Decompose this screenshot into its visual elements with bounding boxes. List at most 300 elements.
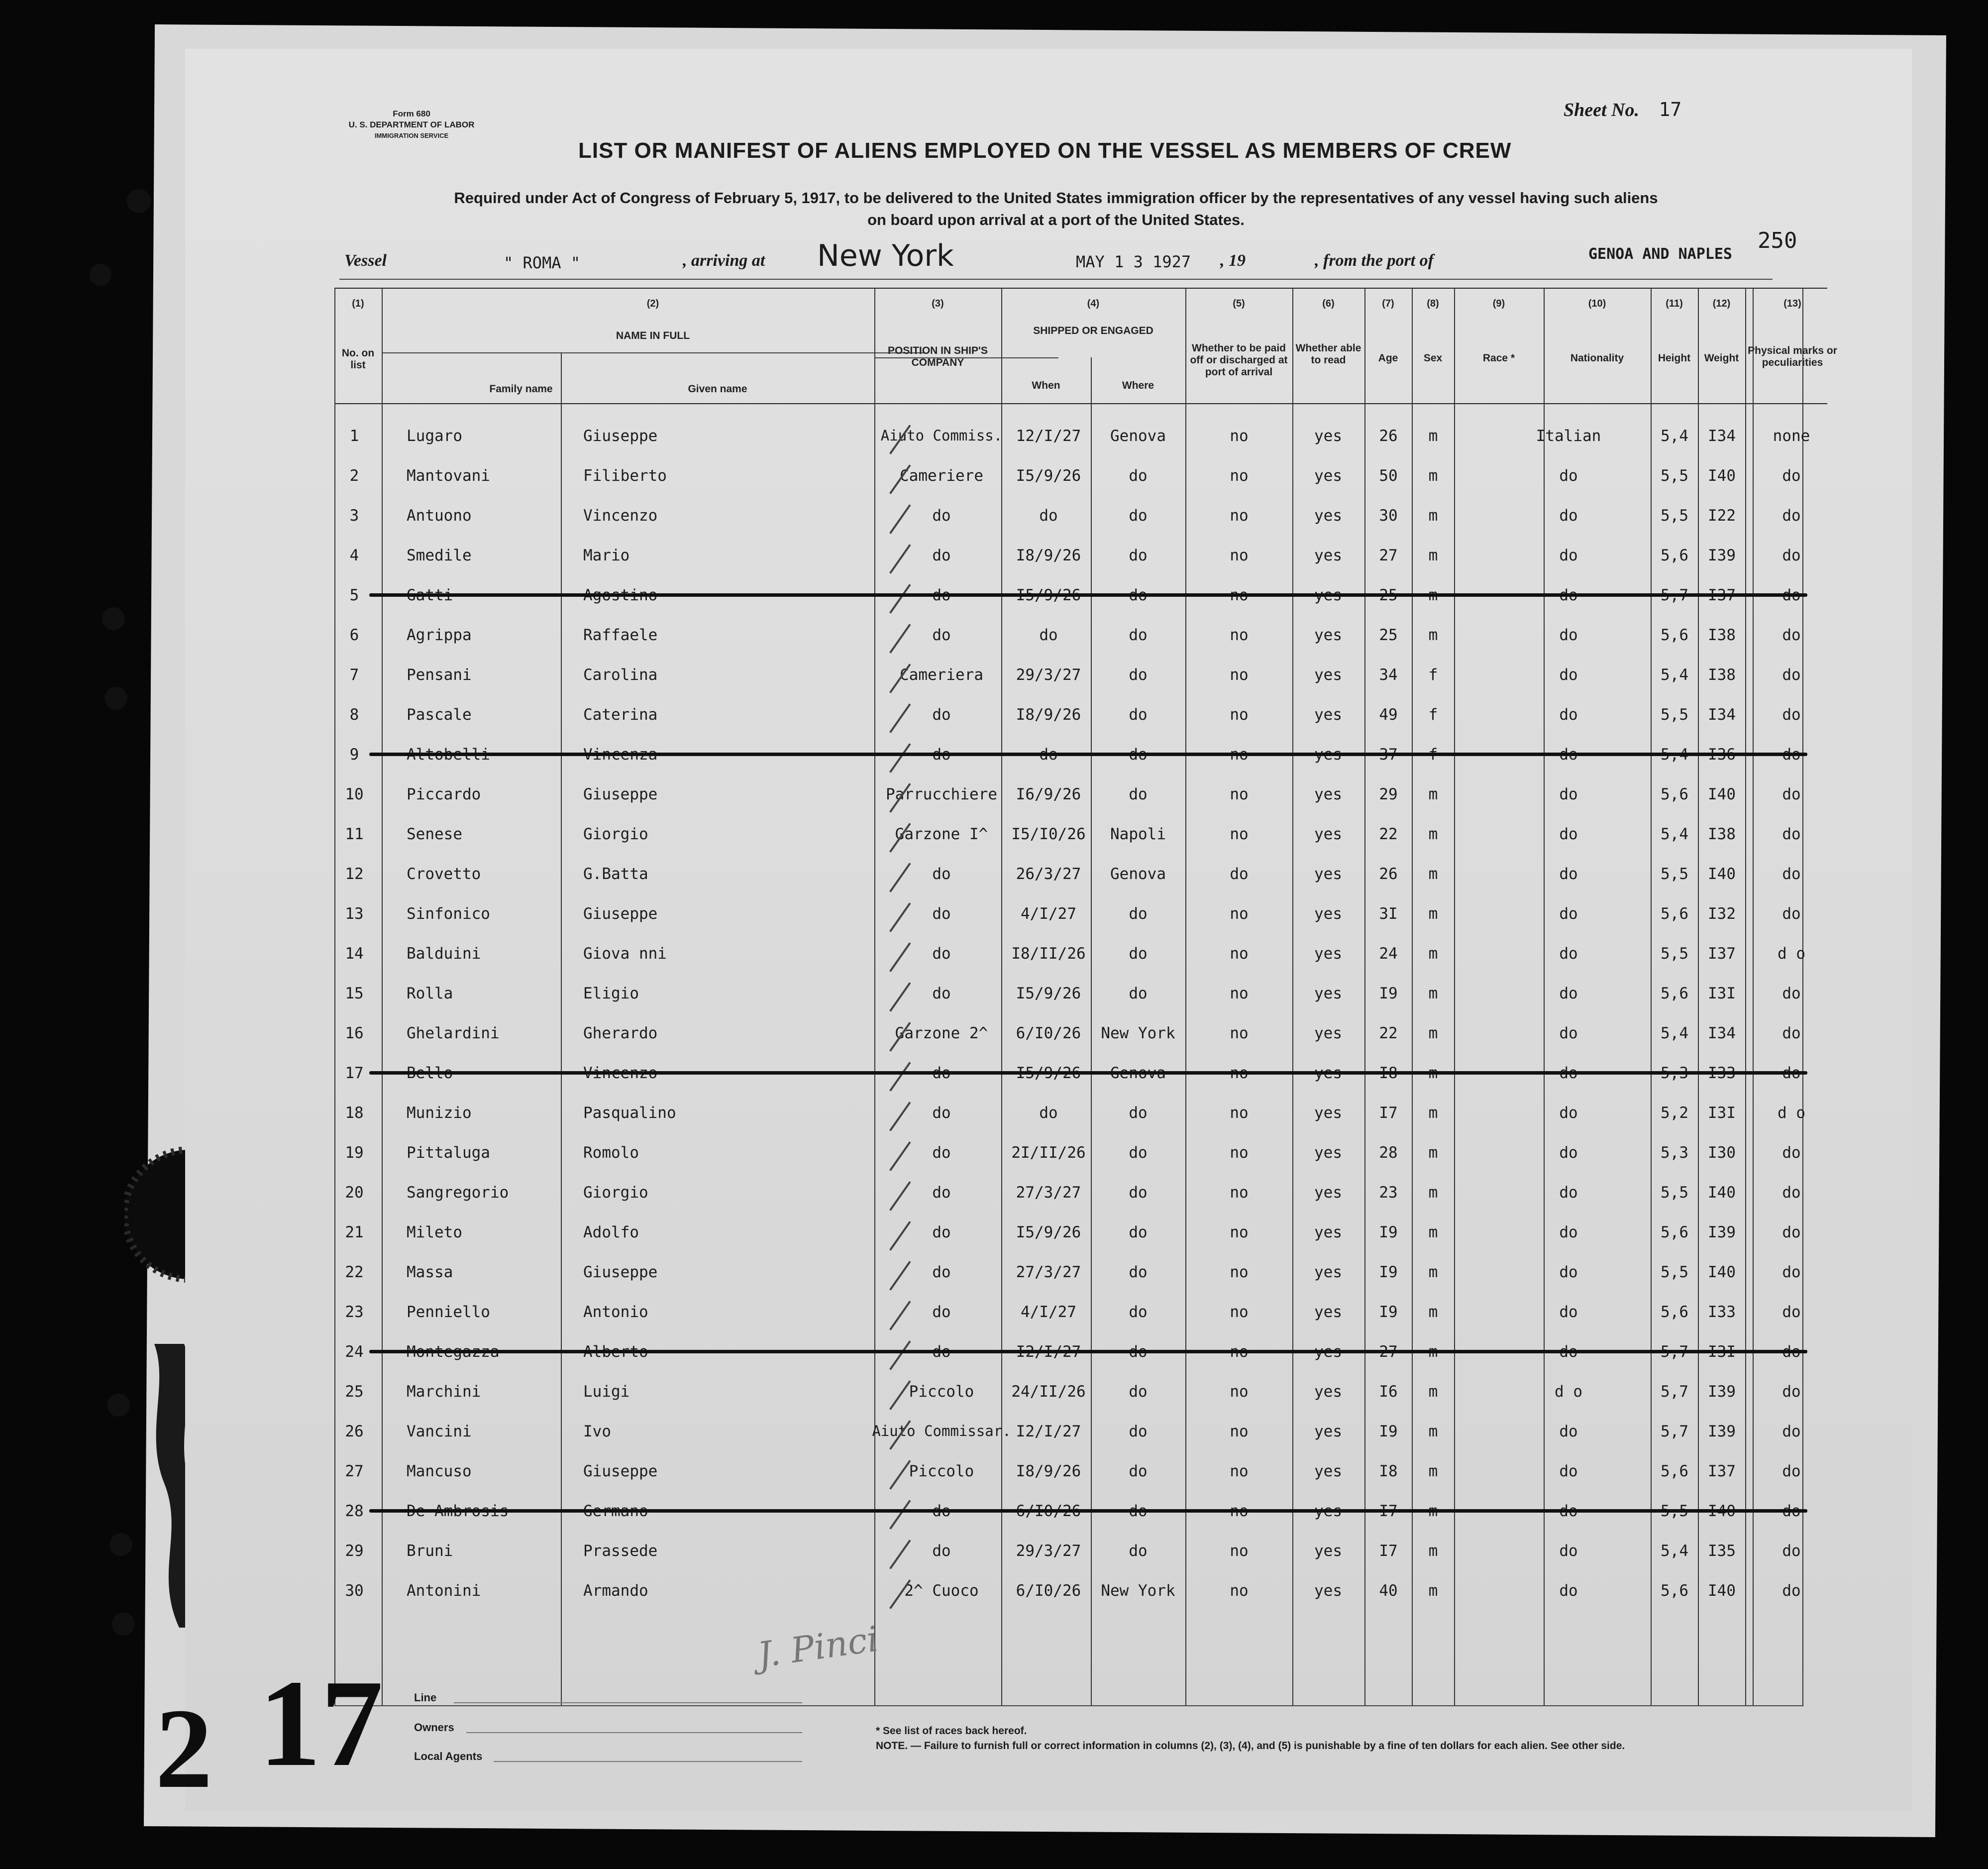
cell-no: 26 — [345, 1423, 364, 1440]
races-note: * See list of races back hereof. — [876, 1725, 1027, 1737]
cell-race: do — [1559, 785, 1578, 803]
cell-family-name: Vancini — [407, 1423, 472, 1440]
cell-family-name: Antuono — [407, 507, 472, 525]
cell-race: d o — [1555, 1383, 1582, 1401]
cell-position: Parrucchiere — [886, 785, 997, 803]
cell-when: I2/I/27 — [1016, 1423, 1081, 1440]
cell-height: 5,4 — [1661, 1024, 1688, 1042]
cell-paid-off: no — [1230, 1223, 1249, 1241]
cell-no: 11 — [345, 825, 364, 843]
check-mark-icon — [889, 1062, 914, 1094]
header-weight: Weight — [1704, 352, 1739, 364]
cell-weight: I40 — [1708, 1582, 1736, 1600]
cell-sex: m — [1428, 1542, 1438, 1560]
arrival-port: New York — [817, 238, 954, 273]
agents-underline — [494, 1761, 802, 1762]
cell-race: do — [1559, 547, 1578, 564]
line-label: Line — [414, 1691, 437, 1704]
cell-age: 25 — [1379, 626, 1398, 644]
header-given-name: Given name — [688, 383, 747, 395]
cell-weight: I38 — [1708, 666, 1736, 684]
cell-position: Aiuto Commiss. — [880, 427, 1003, 444]
cell-paid-off: no — [1230, 1462, 1249, 1480]
column-divider — [1454, 288, 1455, 1705]
cell-family-name: Sinfonico — [407, 905, 490, 923]
cell-marks: d o — [1778, 1104, 1805, 1122]
header-where: Where — [1122, 380, 1154, 391]
cell-family-name: Smedile — [407, 547, 472, 564]
cell-weight: I22 — [1708, 507, 1736, 525]
sheet-number: 17 — [1659, 99, 1682, 120]
check-mark-icon — [889, 1500, 914, 1532]
cell-age: 34 — [1379, 666, 1398, 684]
cell-paid-off: no — [1230, 1582, 1249, 1600]
cell-paid-off: no — [1230, 1423, 1249, 1440]
cell-given-name: Ivo — [583, 1423, 611, 1440]
cell-position: do — [932, 1303, 951, 1321]
cell-able-to-read: yes — [1314, 507, 1342, 525]
cell-paid-off: no — [1230, 1104, 1249, 1122]
cell-no: 12 — [345, 865, 364, 883]
cell-given-name: Romolo — [583, 1144, 639, 1162]
cell-where: Napoli — [1110, 825, 1166, 843]
cell-where: Genova — [1110, 427, 1166, 445]
cell-able-to-read: yes — [1314, 706, 1342, 724]
cell-given-name: Armando — [583, 1582, 648, 1600]
cell-no: 18 — [345, 1104, 364, 1122]
cell-when: do — [1039, 626, 1058, 644]
header-nationality: Nationality — [1570, 352, 1624, 364]
cell-paid-off: no — [1230, 427, 1249, 445]
cell-height: 5,5 — [1661, 1184, 1688, 1202]
cell-able-to-read: yes — [1314, 1462, 1342, 1480]
cell-marks: do — [1782, 785, 1801, 803]
check-mark-icon — [889, 902, 914, 934]
cell-no: 1 — [349, 427, 359, 445]
cell-race: do — [1559, 1104, 1578, 1122]
cell-height: 5,6 — [1661, 985, 1688, 1002]
table-header-border — [334, 403, 1827, 404]
cell-where: New York — [1101, 1024, 1175, 1042]
cell-position: Piccolo — [909, 1383, 974, 1401]
cell-family-name: Pittaluga — [407, 1144, 490, 1162]
col-num-13: (13) — [1783, 298, 1801, 309]
cell-able-to-read: yes — [1314, 1104, 1342, 1122]
cell-no: 16 — [345, 1024, 364, 1042]
cell-where: do — [1129, 785, 1148, 803]
cell-height: 5,6 — [1661, 905, 1688, 923]
cell-paid-off: no — [1230, 825, 1249, 843]
cell-able-to-read: yes — [1314, 1383, 1342, 1401]
cell-position: do — [932, 1263, 951, 1281]
col-num-12: (12) — [1712, 298, 1731, 309]
cell-family-name: Crovetto — [407, 865, 481, 883]
cell-where: do — [1129, 666, 1148, 684]
cell-able-to-read: yes — [1314, 905, 1342, 923]
cell-position: do — [932, 865, 951, 883]
cell-where: do — [1129, 547, 1148, 564]
officer-signature: J. Pinci — [755, 1618, 881, 1676]
cell-weight: I39 — [1708, 1383, 1736, 1401]
column-divider — [1001, 288, 1002, 1705]
cell-race: do — [1559, 1223, 1578, 1241]
cell-weight: I3I — [1708, 1104, 1736, 1122]
cell-marks: do — [1782, 1462, 1801, 1480]
col-num-1: (1) — [352, 298, 364, 309]
cell-height: 5,6 — [1661, 1223, 1688, 1241]
cell-paid-off: no — [1230, 945, 1249, 963]
cell-paid-off: no — [1230, 985, 1249, 1002]
cell-race: do — [1559, 825, 1578, 843]
cell-where: do — [1129, 945, 1148, 963]
check-mark-icon — [889, 942, 914, 974]
cell-sex: m — [1428, 785, 1438, 803]
column-divider — [382, 288, 383, 1705]
cell-marks: do — [1782, 706, 1801, 724]
header-age: Age — [1378, 352, 1398, 364]
column-divider — [1544, 288, 1545, 1705]
check-mark-icon — [889, 544, 914, 576]
vessel-label: Vessel — [344, 251, 387, 270]
cell-family-name: Pensani — [407, 666, 472, 684]
cell-when: I5/I0/26 — [1011, 825, 1086, 843]
cell-sex: m — [1428, 1223, 1438, 1241]
cell-no: 10 — [345, 785, 364, 803]
cell-paid-off: no — [1230, 1144, 1249, 1162]
cell-position: do — [932, 1104, 951, 1122]
page-title: LIST OR MANIFEST OF ALIENS EMPLOYED ON THE VESSEL AS MEMBERS OF CREW — [578, 138, 1512, 163]
subtitle-line-2: on board upon arrival at a port of the United States. — [867, 211, 1245, 228]
cell-sex: m — [1428, 1144, 1438, 1162]
cell-able-to-read: yes — [1314, 626, 1342, 644]
cell-able-to-read: yes — [1314, 945, 1342, 963]
header-shipped: SHIPPED OR ENGAGED — [1033, 325, 1153, 336]
manifest-page — [155, 49, 1912, 1812]
cell-position: do — [932, 706, 951, 724]
cell-where: do — [1129, 905, 1148, 923]
cell-given-name: Pasqualino — [583, 1104, 676, 1122]
cell-height: 5,6 — [1661, 1582, 1688, 1600]
cell-given-name: Antonio — [583, 1303, 648, 1321]
cell-given-name: Luigi — [583, 1383, 630, 1401]
cell-where: do — [1129, 1542, 1148, 1560]
cell-height: 5,6 — [1661, 785, 1688, 803]
cell-family-name: Agrippa — [407, 626, 472, 644]
cell-sex: m — [1428, 1263, 1438, 1281]
cell-marks: do — [1782, 985, 1801, 1002]
header-no-on-list: No. on list — [341, 347, 375, 371]
cell-paid-off: do — [1230, 865, 1249, 883]
cell-no: 29 — [345, 1542, 364, 1560]
cell-family-name: Marchini — [407, 1383, 481, 1401]
cell-age: I8 — [1379, 1462, 1398, 1480]
cell-paid-off: no — [1230, 1303, 1249, 1321]
cell-marks: do — [1782, 1303, 1801, 1321]
cell-height: 5,6 — [1661, 547, 1688, 564]
cell-height: 5,6 — [1661, 1462, 1688, 1480]
check-mark-icon — [889, 504, 914, 536]
cell-height: 5,4 — [1661, 666, 1688, 684]
cell-height: 5,2 — [1661, 1104, 1688, 1122]
service-name: IMMIGRATION SERVICE — [374, 132, 449, 139]
cell-age: 28 — [1379, 1144, 1398, 1162]
cell-able-to-read: yes — [1314, 1263, 1342, 1281]
cell-able-to-read: yes — [1314, 1024, 1342, 1042]
check-mark-icon — [889, 863, 914, 894]
strike-through-line — [369, 1071, 1807, 1075]
cell-race: do — [1559, 865, 1578, 883]
table-bottom-border — [334, 1705, 1802, 1706]
stamped-sheet-number: 17 — [259, 1654, 383, 1792]
cell-marks: do — [1782, 1383, 1801, 1401]
subtitle-line-1: Required under Act of Congress of February 5, 1917, to be delivered to the United States immigration officer by the representatives of any vessel having such aliens — [454, 189, 1658, 207]
cell-sex: m — [1428, 825, 1438, 843]
cell-marks: do — [1782, 1423, 1801, 1440]
cell-weight: I40 — [1708, 1263, 1736, 1281]
cell-where: do — [1129, 1144, 1148, 1162]
cell-position: do — [932, 905, 951, 923]
cell-paid-off: no — [1230, 1024, 1249, 1042]
line-underline — [454, 1702, 802, 1703]
cell-height: 5,7 — [1661, 1383, 1688, 1401]
cell-sex: m — [1428, 905, 1438, 923]
cell-when: do — [1039, 507, 1058, 525]
department-name: U. S. DEPARTMENT OF LABOR — [348, 120, 475, 129]
cell-family-name: Pascale — [407, 706, 472, 724]
cell-given-name: Giuseppe — [583, 1462, 658, 1480]
cell-able-to-read: yes — [1314, 467, 1342, 485]
cell-age: 26 — [1379, 427, 1398, 445]
cell-when: I8/9/26 — [1016, 547, 1081, 564]
cell-where: do — [1129, 1104, 1148, 1122]
table-top-border — [334, 288, 1827, 289]
page-margin-line — [1802, 288, 1803, 1706]
cell-sex: m — [1428, 626, 1438, 644]
cell-when: 27/3/27 — [1016, 1184, 1081, 1202]
cell-age: I7 — [1379, 1104, 1398, 1122]
cell-able-to-read: yes — [1314, 666, 1342, 684]
col-num-3: (3) — [932, 298, 944, 309]
cell-sex: m — [1428, 945, 1438, 963]
header-sex: Sex — [1423, 352, 1443, 364]
cell-given-name: Giuseppe — [583, 1263, 658, 1281]
cell-weight: I30 — [1708, 1144, 1736, 1162]
cell-given-name: Eligio — [583, 985, 639, 1002]
cell-paid-off: no — [1230, 1184, 1249, 1202]
cell-able-to-read: yes — [1314, 427, 1342, 445]
cell-sex: m — [1428, 1423, 1438, 1440]
cell-position: Piccolo — [909, 1462, 974, 1480]
cell-paid-off: no — [1230, 507, 1249, 525]
cell-no: 30 — [345, 1582, 364, 1600]
cell-weight: I32 — [1708, 905, 1736, 923]
form-number: Form 680 — [393, 109, 430, 118]
cell-where: do — [1129, 1263, 1148, 1281]
cell-where: do — [1129, 1303, 1148, 1321]
cell-age: 22 — [1379, 825, 1398, 843]
cell-age: I9 — [1379, 1423, 1398, 1440]
cell-weight: I40 — [1708, 865, 1736, 883]
year-label: , 19 — [1220, 251, 1246, 270]
table-right-border — [1753, 288, 1754, 1706]
binder-hole — [102, 607, 125, 630]
strike-through-line — [369, 753, 1807, 756]
cell-no: 19 — [345, 1144, 364, 1162]
cell-no: 2 — [349, 467, 359, 485]
cell-sex: m — [1428, 1303, 1438, 1321]
cell-race: do — [1559, 1582, 1578, 1600]
cell-no: 28 — [345, 1502, 364, 1520]
cell-position: Aiuto Commissar. — [872, 1423, 1011, 1439]
cell-given-name: Prassede — [583, 1542, 658, 1560]
cell-height: 5,4 — [1661, 825, 1688, 843]
cell-race: do — [1559, 467, 1578, 485]
binder-hole — [90, 264, 111, 286]
cell-no: 17 — [345, 1064, 364, 1082]
cell-where: do — [1129, 985, 1148, 1002]
cell-race: do — [1559, 706, 1578, 724]
cell-given-name: Giuseppe — [583, 427, 658, 445]
check-mark-icon — [889, 982, 914, 1014]
cell-position: do — [932, 985, 951, 1002]
cell-height: 5,4 — [1661, 1542, 1688, 1560]
col-num-2: (2) — [646, 298, 659, 309]
cell-marks: do — [1782, 905, 1801, 923]
cell-height: 5,5 — [1661, 865, 1688, 883]
cell-race: do — [1559, 905, 1578, 923]
cell-sex: m — [1428, 1024, 1438, 1042]
cell-marks: do — [1782, 1144, 1801, 1162]
cell-age: 27 — [1379, 547, 1398, 564]
column-divider — [1698, 288, 1699, 1705]
cell-when: I8/9/26 — [1016, 1462, 1081, 1480]
cell-weight: I38 — [1708, 626, 1736, 644]
cell-where: do — [1129, 507, 1148, 525]
header-when: When — [1032, 380, 1060, 391]
cell-sex: m — [1428, 1104, 1438, 1122]
cell-age: 49 — [1379, 706, 1398, 724]
cell-able-to-read: yes — [1314, 825, 1342, 843]
cell-paid-off: no — [1230, 706, 1249, 724]
check-mark-icon — [889, 1261, 914, 1293]
cell-no: 21 — [345, 1223, 364, 1241]
cell-position: do — [932, 945, 951, 963]
cell-race: do — [1559, 626, 1578, 644]
cell-where: do — [1129, 467, 1148, 485]
check-mark-icon — [889, 584, 914, 616]
cell-height: 5,5 — [1661, 467, 1688, 485]
cell-given-name: G.Batta — [583, 865, 648, 883]
col-num-5: (5) — [1233, 298, 1245, 309]
cell-when: I8/9/26 — [1016, 706, 1081, 724]
cell-family-name: Mileto — [407, 1223, 462, 1241]
sheet-label: Sheet No. — [1564, 100, 1639, 120]
cell-able-to-read: yes — [1314, 547, 1342, 564]
cell-when: 4/I/27 — [1021, 1303, 1076, 1321]
header-height: Height — [1658, 352, 1691, 364]
cell-given-name: Filiberto — [583, 467, 667, 485]
cell-height: 5,3 — [1661, 1144, 1688, 1162]
cell-sex: m — [1428, 467, 1438, 485]
cell-when: I5/9/26 — [1016, 985, 1081, 1002]
cell-weight: I40 — [1708, 467, 1736, 485]
cell-marks: do — [1782, 626, 1801, 644]
cell-paid-off: no — [1230, 785, 1249, 803]
check-mark-icon — [889, 743, 914, 775]
cell-age: 22 — [1379, 1024, 1398, 1042]
cell-when: 2I/II/26 — [1011, 1144, 1086, 1162]
strike-through-line — [369, 1509, 1807, 1513]
check-mark-icon — [889, 1181, 914, 1213]
column-divider — [1745, 288, 1746, 1705]
cell-when: 29/3/27 — [1016, 1542, 1081, 1560]
cell-age: I7 — [1379, 1542, 1398, 1560]
cell-marks: do — [1782, 547, 1801, 564]
cell-paid-off: no — [1230, 905, 1249, 923]
check-mark-icon — [889, 1141, 914, 1173]
strike-through-line — [369, 593, 1807, 597]
cell-height: 5,6 — [1661, 626, 1688, 644]
check-mark-icon — [889, 1301, 914, 1332]
cell-sex: m — [1428, 1462, 1438, 1480]
header-race: Race * — [1482, 352, 1515, 364]
cell-age: I9 — [1379, 1223, 1398, 1241]
cell-weight: I34 — [1708, 427, 1736, 445]
table-left-border — [334, 288, 335, 1706]
cell-weight: I40 — [1708, 785, 1736, 803]
cell-given-name: Giorgio — [583, 1184, 648, 1202]
owners-underline — [466, 1732, 802, 1733]
header-paid-off: Whether to be paid off or discharged at port of arrival — [1190, 342, 1288, 378]
cell-marks: d o — [1778, 945, 1805, 963]
cell-race: do — [1559, 985, 1578, 1002]
cell-able-to-read: yes — [1314, 1423, 1342, 1440]
cell-marks: do — [1782, 1184, 1801, 1202]
check-mark-icon — [889, 1539, 914, 1571]
cell-height: 5,6 — [1661, 1303, 1688, 1321]
cell-no: 8 — [349, 706, 359, 724]
cell-paid-off: no — [1230, 1542, 1249, 1560]
cell-paid-off: no — [1230, 547, 1249, 564]
cell-race: do — [1559, 1423, 1578, 1440]
cell-family-name: Senese — [407, 825, 462, 843]
cell-given-name: Gherardo — [583, 1024, 658, 1042]
cell-age: 26 — [1379, 865, 1398, 883]
col-num-11: (11) — [1666, 298, 1683, 309]
cell-weight: I40 — [1708, 1184, 1736, 1202]
cell-sex: m — [1428, 1582, 1438, 1600]
cell-marks: do — [1782, 1263, 1801, 1281]
cell-family-name: Mantovani — [407, 467, 490, 485]
cell-position: Garzone I^ — [895, 825, 988, 843]
cell-given-name: Giova nni — [583, 945, 667, 963]
cell-when: I5/9/26 — [1016, 467, 1081, 485]
cell-weight: I35 — [1708, 1542, 1736, 1560]
cell-no: 15 — [345, 985, 364, 1002]
header-family-name: Family name — [489, 383, 553, 395]
cell-position: do — [932, 626, 951, 644]
cell-position: Cameriere — [900, 467, 983, 485]
vessel-name: " ROMA " — [504, 253, 581, 272]
cell-position: do — [932, 1144, 951, 1162]
check-mark-icon — [889, 624, 914, 656]
cell-paid-off: no — [1230, 666, 1249, 684]
cell-no: 25 — [345, 1383, 364, 1401]
cell-no: 4 — [349, 547, 359, 564]
crew-table — [185, 49, 1912, 1811]
cell-race: do — [1559, 1462, 1578, 1480]
cell-when: 6/I0/26 — [1016, 1582, 1081, 1600]
